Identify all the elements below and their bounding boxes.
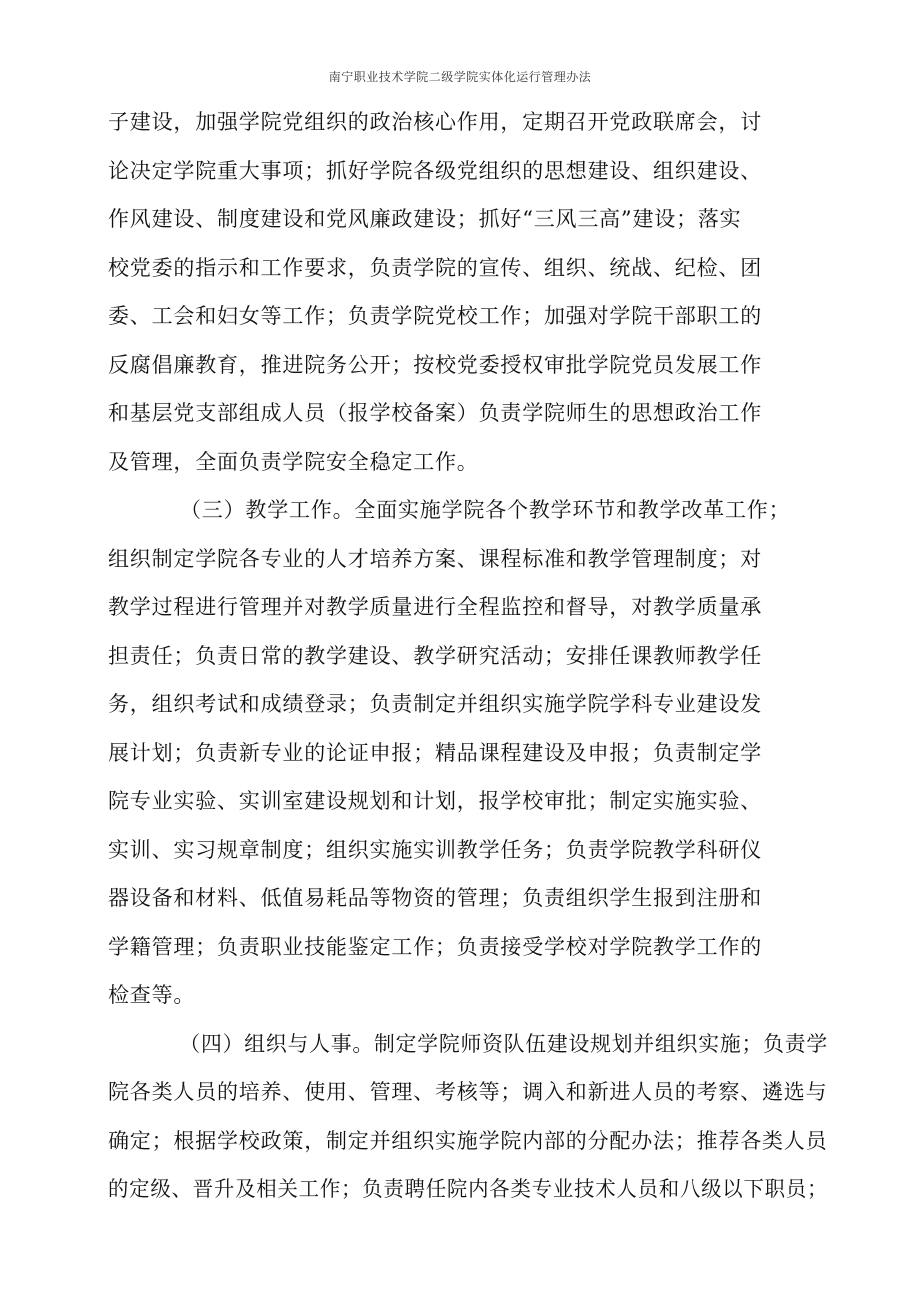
text-line: 论决定学院重大事项；抓好学院各级党组织的思想建设、组织建设、 [108,158,762,183]
text-line: 作风建设、制度建设和党风廉政建设；抓好“三风三高”建设；落实 [108,207,742,231]
text-line: 组织制定学院各专业的人才培养方案、课程标准和教学管理制度；对 [108,546,762,571]
text-line: 子建设，加强学院党组织的政治核心作用，定期召开党政联席会，讨 [108,110,762,134]
text-line: 的定级、晋升及相关工作；负责聘任院内各类专业技术人员和八级以下职员； [108,1177,829,1201]
paragraph-teaching-work [108,486,828,1020]
text-line: 委、工会和妇女等工作；负责学院党校工作；加强对学院干部职工的 [108,304,762,328]
text-line: 院各类人员的培养、使用、管理、考核等；调入和新进人员的考察、遴选与 [108,1080,828,1104]
running-header: 南宁职业技术学院二级学院实体化运行管理办法 [328,70,592,84]
text-line: 确定；根据学校政策，制定并组织实施学院内部的分配办法；推荐各类人员 [108,1128,828,1153]
text-line: 校党委的指示和工作要求，负责学院的宣传、组织、统战、纪检、团 [108,255,762,280]
paragraph-party-building [108,98,828,486]
text-line: 教学过程进行管理并对教学质量进行全程监控和督导，对教学质量承 [108,595,762,619]
text-line: 和基层党支部组成人员（报学校备案）负责学院师生的思想政治工作 [108,401,762,425]
text-line: 院专业实验、实训室建设规划和计划，报学校审批；制定实施实验、 [108,789,762,813]
text-line: 担责任；负责日常的教学建设、教学研究活动；安排任课教师教学任 [108,643,762,668]
paragraph-organization-personnel [108,1020,828,1214]
text-line: 务，组织考试和成绩登录；负责制定并组织实施学院学科专业建设发 [108,692,762,716]
text-line: 器设备和材料、低值易耗品等物资的管理；负责组织学生报到注册和 [108,886,762,910]
text-line: 学籍管理；负责职业技能鉴定工作；负责接受学校对学院教学工作的 [108,934,762,959]
text-line: （三）教学工作。全面实施学院各个教学环节和教学改革工作； [180,498,791,522]
text-line: （四）组织与人事。制定学院师资队伍建设规划并组织实施；负责学 [179,1031,828,1056]
text-line: 及管理，全面负责学院安全稳定工作。 [108,449,479,474]
text-line: 反腐倡廉教育，推进院务公开；按校党委授权审批学院党员发展工作 [108,352,762,377]
document-body [108,98,828,1214]
text-line: 展计划；负责新专业的论证申报；精品课程建设及申报；负责制定学 [108,740,762,765]
text-line: 实训、实习规章制度；组织实施实训教学任务；负责学院教学科研仪 [108,837,762,862]
text-line: 检查等。 [108,983,196,1007]
